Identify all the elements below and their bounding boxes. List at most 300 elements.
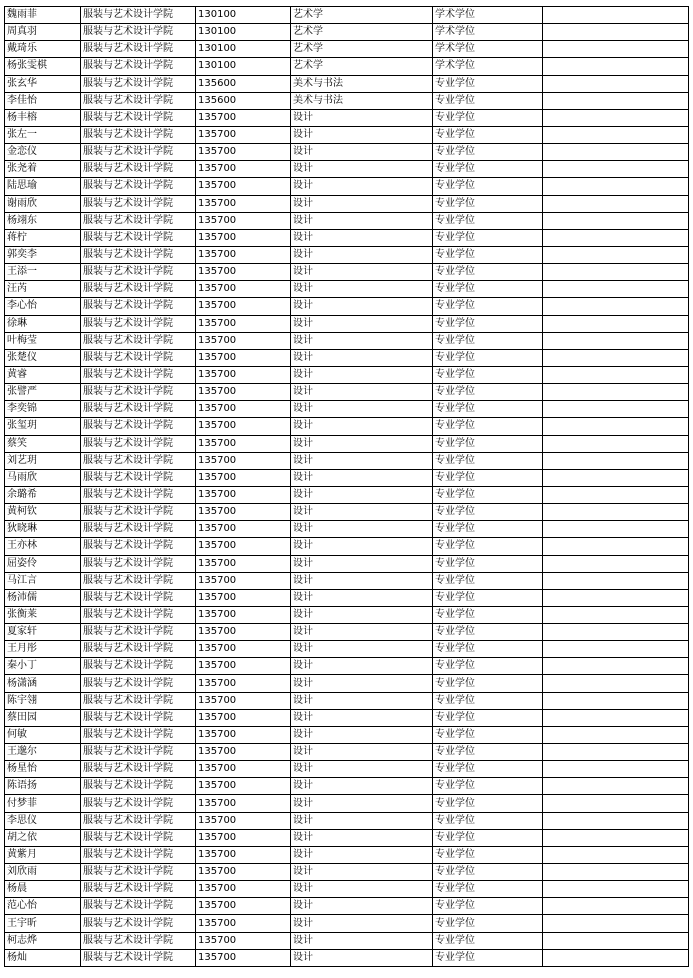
- table-row: [5, 24, 689, 41]
- major-code-cell: 135700: [196, 349, 291, 366]
- remark-cell: [543, 315, 689, 332]
- remark-cell: [543, 349, 689, 366]
- major-code-cell: 135700: [196, 555, 291, 572]
- degree-type-cell: 专业学位: [433, 161, 543, 178]
- major-code-cell: 135700: [196, 744, 291, 761]
- major-name-cell: 设计: [291, 161, 433, 178]
- student-name-cell: 狄晓琳: [5, 521, 81, 538]
- college-cell: 服装与艺术设计学院: [81, 178, 196, 195]
- student-name-cell: 张尧着: [5, 161, 81, 178]
- major-code-cell: 135700: [196, 624, 291, 641]
- college-cell: 服装与艺术设计学院: [81, 692, 196, 709]
- student-name-cell: 黄柯钦: [5, 504, 81, 521]
- student-name-cell: 秦小丁: [5, 658, 81, 675]
- degree-type-cell: 专业学位: [433, 829, 543, 846]
- major-code-cell: 135700: [196, 829, 291, 846]
- student-name-cell: 张左一: [5, 126, 81, 143]
- degree-type-cell: 专业学位: [433, 538, 543, 555]
- table-row: [5, 709, 689, 726]
- remark-cell: [543, 298, 689, 315]
- major-name-cell: 设计: [291, 366, 433, 383]
- major-code-cell: 135600: [196, 92, 291, 109]
- major-code-cell: 135700: [196, 641, 291, 658]
- degree-type-cell: 专业学位: [433, 846, 543, 863]
- major-name-cell: 设计: [291, 264, 433, 281]
- table-row: [5, 7, 689, 24]
- degree-type-cell: 专业学位: [433, 726, 543, 743]
- remark-cell: [543, 778, 689, 795]
- major-code-cell: 135700: [196, 692, 291, 709]
- college-cell: 服装与艺术设计学院: [81, 949, 196, 966]
- degree-type-cell: 学术学位: [433, 24, 543, 41]
- major-code-cell: 135700: [196, 246, 291, 263]
- major-code-cell: 135700: [196, 161, 291, 178]
- remark-cell: [543, 675, 689, 692]
- major-code-cell: 135700: [196, 486, 291, 503]
- degree-type-cell: 专业学位: [433, 452, 543, 469]
- major-code-cell: 135700: [196, 504, 291, 521]
- table-row: [5, 606, 689, 623]
- major-name-cell: 设计: [291, 452, 433, 469]
- college-cell: 服装与艺术设计学院: [81, 504, 196, 521]
- college-cell: 服装与艺术设计学院: [81, 435, 196, 452]
- college-cell: 服装与艺术设计学院: [81, 538, 196, 555]
- table-row: [5, 349, 689, 366]
- college-cell: 服装与艺术设计学院: [81, 606, 196, 623]
- major-name-cell: 美术与书法: [291, 75, 433, 92]
- remark-cell: [543, 161, 689, 178]
- table-row: [5, 178, 689, 195]
- table-row: [5, 675, 689, 692]
- degree-type-cell: 专业学位: [433, 92, 543, 109]
- major-code-cell: 135700: [196, 606, 291, 623]
- degree-type-cell: 专业学位: [433, 675, 543, 692]
- college-cell: 服装与艺术设计学院: [81, 41, 196, 58]
- college-cell: 服装与艺术设计学院: [81, 521, 196, 538]
- college-cell: 服装与艺术设计学院: [81, 264, 196, 281]
- remark-cell: [543, 864, 689, 881]
- table-row: [5, 881, 689, 898]
- table-row: [5, 864, 689, 881]
- remark-cell: [543, 709, 689, 726]
- student-name-cell: 夏家轩: [5, 624, 81, 641]
- table-row: [5, 898, 689, 915]
- major-name-cell: 设计: [291, 418, 433, 435]
- major-code-cell: 135700: [196, 812, 291, 829]
- major-name-cell: 设计: [291, 349, 433, 366]
- college-cell: 服装与艺术设计学院: [81, 795, 196, 812]
- degree-type-cell: 专业学位: [433, 75, 543, 92]
- major-name-cell: 设计: [291, 572, 433, 589]
- major-code-cell: 135700: [196, 521, 291, 538]
- table-row: [5, 92, 689, 109]
- major-code-cell: 135700: [196, 658, 291, 675]
- major-code-cell: 135700: [196, 435, 291, 452]
- student-name-cell: 张楚仪: [5, 349, 81, 366]
- table-row: [5, 778, 689, 795]
- degree-type-cell: 专业学位: [433, 555, 543, 572]
- major-code-cell: 135700: [196, 452, 291, 469]
- major-name-cell: 设计: [291, 761, 433, 778]
- remark-cell: [543, 932, 689, 949]
- major-name-cell: 设计: [291, 281, 433, 298]
- major-code-cell: 135700: [196, 538, 291, 555]
- college-cell: 服装与艺术设计学院: [81, 315, 196, 332]
- remark-cell: [543, 761, 689, 778]
- table-row: [5, 555, 689, 572]
- major-code-cell: 135700: [196, 281, 291, 298]
- college-cell: 服装与艺术设计学院: [81, 212, 196, 229]
- major-name-cell: 设计: [291, 384, 433, 401]
- major-code-cell: 135700: [196, 144, 291, 161]
- major-name-cell: 设计: [291, 606, 433, 623]
- table-row: [5, 435, 689, 452]
- degree-type-cell: 专业学位: [433, 332, 543, 349]
- major-code-cell: 135700: [196, 932, 291, 949]
- remark-cell: [543, 726, 689, 743]
- college-cell: 服装与艺术设计学院: [81, 298, 196, 315]
- major-name-cell: 设计: [291, 298, 433, 315]
- degree-type-cell: 专业学位: [433, 418, 543, 435]
- table-row: [5, 795, 689, 812]
- major-name-cell: 设计: [291, 195, 433, 212]
- remark-cell: [543, 881, 689, 898]
- degree-type-cell: 专业学位: [433, 572, 543, 589]
- college-cell: 服装与艺术设计学院: [81, 195, 196, 212]
- student-name-cell: 谢雨欣: [5, 195, 81, 212]
- remark-cell: [543, 246, 689, 263]
- remark-cell: [543, 744, 689, 761]
- remark-cell: [543, 212, 689, 229]
- table-row: [5, 264, 689, 281]
- college-cell: 服装与艺术设计学院: [81, 829, 196, 846]
- remark-cell: [543, 41, 689, 58]
- remark-cell: [543, 829, 689, 846]
- table-row: [5, 932, 689, 949]
- major-name-cell: 设计: [291, 315, 433, 332]
- student-name-cell: 何敏: [5, 726, 81, 743]
- major-name-cell: 设计: [291, 332, 433, 349]
- degree-type-cell: 专业学位: [433, 315, 543, 332]
- degree-type-cell: 专业学位: [433, 624, 543, 641]
- major-name-cell: 设计: [291, 812, 433, 829]
- remark-cell: [543, 692, 689, 709]
- major-code-cell: 135700: [196, 401, 291, 418]
- major-name-cell: 设计: [291, 246, 433, 263]
- student-roster-table: [4, 6, 689, 967]
- major-name-cell: 设计: [291, 486, 433, 503]
- college-cell: 服装与艺术设计学院: [81, 418, 196, 435]
- major-code-cell: 135700: [196, 384, 291, 401]
- remark-cell: [543, 332, 689, 349]
- student-name-cell: 杨星怡: [5, 761, 81, 778]
- degree-type-cell: 专业学位: [433, 435, 543, 452]
- degree-type-cell: 专业学位: [433, 126, 543, 143]
- college-cell: 服装与艺术设计学院: [81, 229, 196, 246]
- student-name-cell: 黄睿: [5, 366, 81, 383]
- degree-type-cell: 专业学位: [433, 144, 543, 161]
- major-code-cell: 135700: [196, 418, 291, 435]
- remark-cell: [543, 109, 689, 126]
- college-cell: 服装与艺术设计学院: [81, 675, 196, 692]
- major-name-cell: 设计: [291, 126, 433, 143]
- major-name-cell: 设计: [291, 829, 433, 846]
- major-code-cell: 135700: [196, 675, 291, 692]
- major-code-cell: 135700: [196, 898, 291, 915]
- degree-type-cell: 专业学位: [433, 795, 543, 812]
- remark-cell: [543, 24, 689, 41]
- major-code-cell: 135700: [196, 366, 291, 383]
- college-cell: 服装与艺术设计学院: [81, 744, 196, 761]
- degree-type-cell: 专业学位: [433, 469, 543, 486]
- college-cell: 服装与艺术设计学院: [81, 24, 196, 41]
- degree-type-cell: 专业学位: [433, 709, 543, 726]
- degree-type-cell: 专业学位: [433, 881, 543, 898]
- remark-cell: [543, 949, 689, 966]
- remark-cell: [543, 641, 689, 658]
- student-name-cell: 王邈尔: [5, 744, 81, 761]
- table-row: [5, 75, 689, 92]
- major-name-cell: 美术与书法: [291, 92, 433, 109]
- major-code-cell: 135700: [196, 332, 291, 349]
- remark-cell: [543, 846, 689, 863]
- degree-type-cell: 专业学位: [433, 178, 543, 195]
- table-row: [5, 126, 689, 143]
- major-name-cell: 设计: [291, 675, 433, 692]
- major-name-cell: 设计: [291, 778, 433, 795]
- college-cell: 服装与艺术设计学院: [81, 658, 196, 675]
- degree-type-cell: 专业学位: [433, 264, 543, 281]
- table-row: [5, 144, 689, 161]
- major-code-cell: 135700: [196, 469, 291, 486]
- degree-type-cell: 专业学位: [433, 195, 543, 212]
- remark-cell: [543, 624, 689, 641]
- student-name-cell: 王宇昕: [5, 915, 81, 932]
- degree-type-cell: 专业学位: [433, 864, 543, 881]
- remark-cell: [543, 898, 689, 915]
- remark-cell: [543, 572, 689, 589]
- major-code-cell: 135700: [196, 881, 291, 898]
- table-row: [5, 315, 689, 332]
- student-name-cell: 叶梅莹: [5, 332, 81, 349]
- major-name-cell: 设计: [291, 469, 433, 486]
- remark-cell: [543, 281, 689, 298]
- table-row: [5, 538, 689, 555]
- remark-cell: [543, 435, 689, 452]
- college-cell: 服装与艺术设计学院: [81, 469, 196, 486]
- remark-cell: [543, 606, 689, 623]
- major-name-cell: 设计: [291, 915, 433, 932]
- degree-type-cell: 专业学位: [433, 246, 543, 263]
- degree-type-cell: 专业学位: [433, 778, 543, 795]
- student-name-cell: 李佳怡: [5, 92, 81, 109]
- major-code-cell: 135700: [196, 298, 291, 315]
- student-name-cell: 郭奕李: [5, 246, 81, 263]
- major-code-cell: 135700: [196, 315, 291, 332]
- college-cell: 服装与艺术设计学院: [81, 401, 196, 418]
- remark-cell: [543, 521, 689, 538]
- remark-cell: [543, 401, 689, 418]
- degree-type-cell: 专业学位: [433, 932, 543, 949]
- student-name-cell: 王亦林: [5, 538, 81, 555]
- major-name-cell: 设计: [291, 178, 433, 195]
- degree-type-cell: 专业学位: [433, 401, 543, 418]
- major-code-cell: 130100: [196, 24, 291, 41]
- degree-type-cell: 专业学位: [433, 212, 543, 229]
- major-name-cell: 设计: [291, 898, 433, 915]
- remark-cell: [543, 915, 689, 932]
- table-row: [5, 829, 689, 846]
- student-name-cell: 黄紫月: [5, 846, 81, 863]
- college-cell: 服装与艺术设计学院: [81, 572, 196, 589]
- major-name-cell: 设计: [291, 144, 433, 161]
- student-name-cell: 刘欣雨: [5, 864, 81, 881]
- student-name-cell: 周真羽: [5, 24, 81, 41]
- table-row: [5, 572, 689, 589]
- table-row: [5, 298, 689, 315]
- degree-type-cell: 专业学位: [433, 504, 543, 521]
- table-row: [5, 692, 689, 709]
- college-cell: 服装与艺术设计学院: [81, 58, 196, 75]
- remark-cell: [543, 486, 689, 503]
- table-row: [5, 915, 689, 932]
- student-name-cell: 魏雨菲: [5, 7, 81, 24]
- major-code-cell: 135600: [196, 75, 291, 92]
- student-name-cell: 杨潇涵: [5, 675, 81, 692]
- major-name-cell: 设计: [291, 401, 433, 418]
- degree-type-cell: 专业学位: [433, 898, 543, 915]
- major-code-cell: 135700: [196, 846, 291, 863]
- major-name-cell: 设计: [291, 538, 433, 555]
- student-name-cell: 李思仪: [5, 812, 81, 829]
- remark-cell: [543, 264, 689, 281]
- student-name-cell: 蔡田园: [5, 709, 81, 726]
- college-cell: 服装与艺术设计学院: [81, 812, 196, 829]
- major-code-cell: 135700: [196, 264, 291, 281]
- student-name-cell: 张譬严: [5, 384, 81, 401]
- table-row: [5, 504, 689, 521]
- college-cell: 服装与艺术设计学院: [81, 92, 196, 109]
- student-name-cell: 杨灿: [5, 949, 81, 966]
- student-name-cell: 陈宇翎: [5, 692, 81, 709]
- major-code-cell: 135700: [196, 109, 291, 126]
- major-name-cell: 设计: [291, 744, 433, 761]
- college-cell: 服装与艺术设计学院: [81, 126, 196, 143]
- major-name-cell: 设计: [291, 932, 433, 949]
- major-code-cell: 135700: [196, 949, 291, 966]
- major-code-cell: 135700: [196, 864, 291, 881]
- remark-cell: [543, 58, 689, 75]
- remark-cell: [543, 366, 689, 383]
- major-name-cell: 设计: [291, 692, 433, 709]
- remark-cell: [543, 589, 689, 606]
- college-cell: 服装与艺术设计学院: [81, 624, 196, 641]
- degree-type-cell: 学术学位: [433, 41, 543, 58]
- college-cell: 服装与艺术设计学院: [81, 161, 196, 178]
- remark-cell: [543, 92, 689, 109]
- student-name-cell: 李奕锦: [5, 401, 81, 418]
- student-name-cell: 胡之依: [5, 829, 81, 846]
- table-row: [5, 246, 689, 263]
- student-name-cell: 屈姿伶: [5, 555, 81, 572]
- major-code-cell: 135700: [196, 178, 291, 195]
- table-row: [5, 846, 689, 863]
- student-name-cell: 李心怡: [5, 298, 81, 315]
- degree-type-cell: 专业学位: [433, 915, 543, 932]
- table-row: [5, 229, 689, 246]
- student-name-cell: 马雨欣: [5, 469, 81, 486]
- student-name-cell: 陈语扬: [5, 778, 81, 795]
- major-name-cell: 艺术学: [291, 58, 433, 75]
- student-name-cell: 杨丰榕: [5, 109, 81, 126]
- student-name-cell: 付梦菲: [5, 795, 81, 812]
- major-name-cell: 艺术学: [291, 41, 433, 58]
- table-row: [5, 812, 689, 829]
- table-row: [5, 949, 689, 966]
- college-cell: 服装与艺术设计学院: [81, 864, 196, 881]
- remark-cell: [543, 418, 689, 435]
- major-name-cell: 设计: [291, 555, 433, 572]
- remark-cell: [543, 812, 689, 829]
- major-code-cell: 135700: [196, 761, 291, 778]
- major-code-cell: 130100: [196, 7, 291, 24]
- student-name-cell: 蔡笑: [5, 435, 81, 452]
- college-cell: 服装与艺术设计学院: [81, 246, 196, 263]
- major-name-cell: 设计: [291, 212, 433, 229]
- student-name-cell: 柯志烨: [5, 932, 81, 949]
- student-name-cell: 汪芮: [5, 281, 81, 298]
- degree-type-cell: 专业学位: [433, 949, 543, 966]
- degree-type-cell: 专业学位: [433, 349, 543, 366]
- major-name-cell: 设计: [291, 109, 433, 126]
- college-cell: 服装与艺术设计学院: [81, 281, 196, 298]
- major-name-cell: 设计: [291, 589, 433, 606]
- table-row: [5, 195, 689, 212]
- major-name-cell: 设计: [291, 658, 433, 675]
- college-cell: 服装与艺术设计学院: [81, 641, 196, 658]
- college-cell: 服装与艺术设计学院: [81, 349, 196, 366]
- student-name-cell: 杨翊东: [5, 212, 81, 229]
- major-code-cell: 135700: [196, 795, 291, 812]
- remark-cell: [543, 126, 689, 143]
- table-row: [5, 589, 689, 606]
- college-cell: 服装与艺术设计学院: [81, 332, 196, 349]
- remark-cell: [543, 452, 689, 469]
- remark-cell: [543, 658, 689, 675]
- table-row: [5, 366, 689, 383]
- degree-type-cell: 专业学位: [433, 589, 543, 606]
- major-name-cell: 设计: [291, 504, 433, 521]
- college-cell: 服装与艺术设计学院: [81, 726, 196, 743]
- roster-body: [5, 7, 689, 967]
- table-row: [5, 384, 689, 401]
- college-cell: 服装与艺术设计学院: [81, 761, 196, 778]
- student-name-cell: 杨张雯棋: [5, 58, 81, 75]
- degree-type-cell: 专业学位: [433, 281, 543, 298]
- degree-type-cell: 专业学位: [433, 109, 543, 126]
- major-name-cell: 设计: [291, 229, 433, 246]
- remark-cell: [543, 555, 689, 572]
- student-name-cell: 杨晨: [5, 881, 81, 898]
- student-name-cell: 范心怡: [5, 898, 81, 915]
- degree-type-cell: 专业学位: [433, 692, 543, 709]
- major-name-cell: 设计: [291, 641, 433, 658]
- degree-type-cell: 学术学位: [433, 7, 543, 24]
- degree-type-cell: 学术学位: [433, 58, 543, 75]
- degree-type-cell: 专业学位: [433, 812, 543, 829]
- remark-cell: [543, 144, 689, 161]
- remark-cell: [543, 229, 689, 246]
